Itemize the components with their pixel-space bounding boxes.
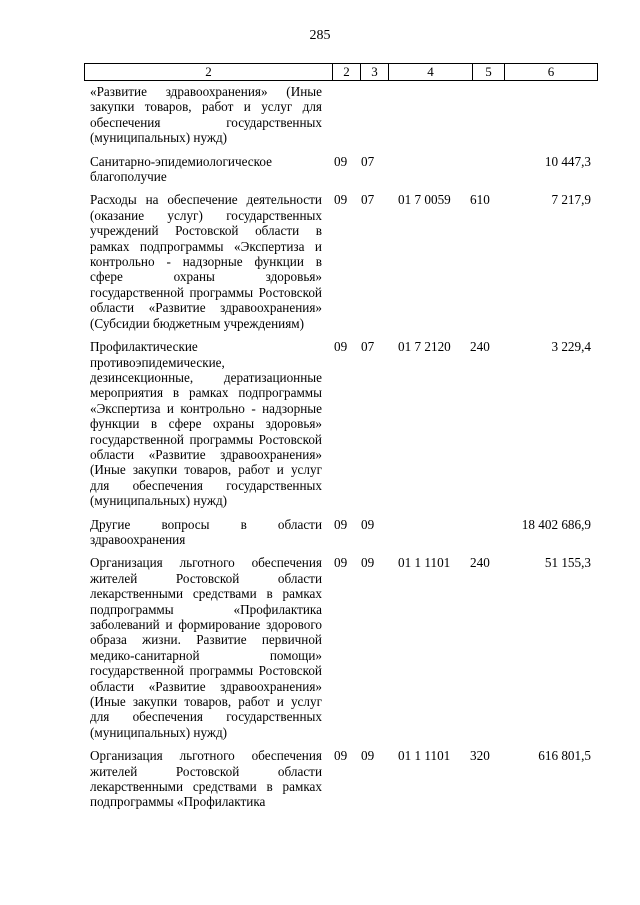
header-col-section: 2 [333,64,361,80]
row-target-code: 01 7 0059 [398,192,451,208]
row-target-code: 01 1 1101 [398,555,451,571]
row-sum: 18 402 686,9 [521,516,591,532]
row-description: Профилактические противоэпидемические, дезинсекционные, дератизационные мероприятия в рамках подпрограммы «Экспертиза и контрольно - надзорные функции в сфере охраны здоровья» государственной программы Ростовской области «Развитие здравоохранения» (Иные закупки товаров, работ и услуг для обеспечения государственных (муниципальных) нужд) [90,339,322,509]
table-row [0,517,640,548]
row-description: Другие вопросы в области здравоохранения [90,516,322,547]
page-number: 285 [309,28,331,43]
row-section: 09 [334,516,348,532]
row-target-code: 01 7 2120 [398,339,451,355]
table-header [84,63,598,81]
row-sum: 616 801,5 [538,748,591,764]
row-target-code: 01 1 1101 [398,748,451,764]
row-description: Организация льготного обеспечения жителей Ростовской области лекарственными средствами в рамках подпрограммы «Профилактика [90,748,322,810]
row-expense-type: 240 [470,555,490,571]
row-expense-type: 610 [470,192,490,208]
row-description: Расходы на обеспечение деятельности (оказание услуг) государственных учреждений Ростовской области в рамках подпрограммы «Экспертиза и контрольно - надзорные функции в сфере охраны здоровья» государственной программы Ростовской области «Развитие здравоохранения» (Субсидии бюджетным учреждениям) [90,192,322,331]
row-expense-type: 320 [470,748,490,764]
row-expense-type: 240 [470,339,490,355]
row-subsection: 07 [361,339,375,355]
row-sum: 10 447,3 [544,153,591,169]
header-col-subsection: 3 [361,64,389,80]
table-row [0,748,640,810]
header-col-expense-type: 5 [473,64,505,80]
row-description: Организация льготного обеспечения жителей Ростовской области лекарственными средствами в рамках подпрограммы «Профилактика заболеваний и формирование здорового образа жизни. Развитие первичной медико-санитарной помощи» государственной программы Ростовской области «Развитие здравоохранения» (Иные закупки товаров, работ и услуг для обеспечения государственных (муниципальных) нужд) [90,555,322,740]
row-sum: 3 229,4 [551,339,591,355]
row-subsection: 07 [361,192,375,208]
header-col-sum: 6 [547,64,555,79]
row-section: 09 [334,748,348,764]
row-description: Санитарно-эпидемиологическое благополучие [90,153,272,185]
table-row [0,154,640,185]
row-description: «Развитие здравоохранения» (Иные закупки товаров, работ и услуг для обеспечения государственных (муниципальных) нужд) [90,84,322,146]
row-subsection: 09 [361,748,375,764]
row-section: 09 [334,153,348,169]
row-section: 09 [334,192,348,208]
row-section: 09 [334,339,348,355]
table-row [0,192,640,331]
row-section: 09 [334,555,348,571]
header-col-target-code: 4 [389,64,473,80]
row-sum: 7 217,9 [551,192,591,208]
row-subsection: 09 [361,516,375,532]
row-subsection: 09 [361,555,375,571]
row-subsection: 07 [361,153,375,169]
table-row [0,339,640,508]
table-row [0,84,640,146]
table-body [0,84,640,810]
header-col-name: 2 [85,64,333,80]
row-sum: 51 155,3 [544,555,591,571]
table-row [0,555,640,740]
